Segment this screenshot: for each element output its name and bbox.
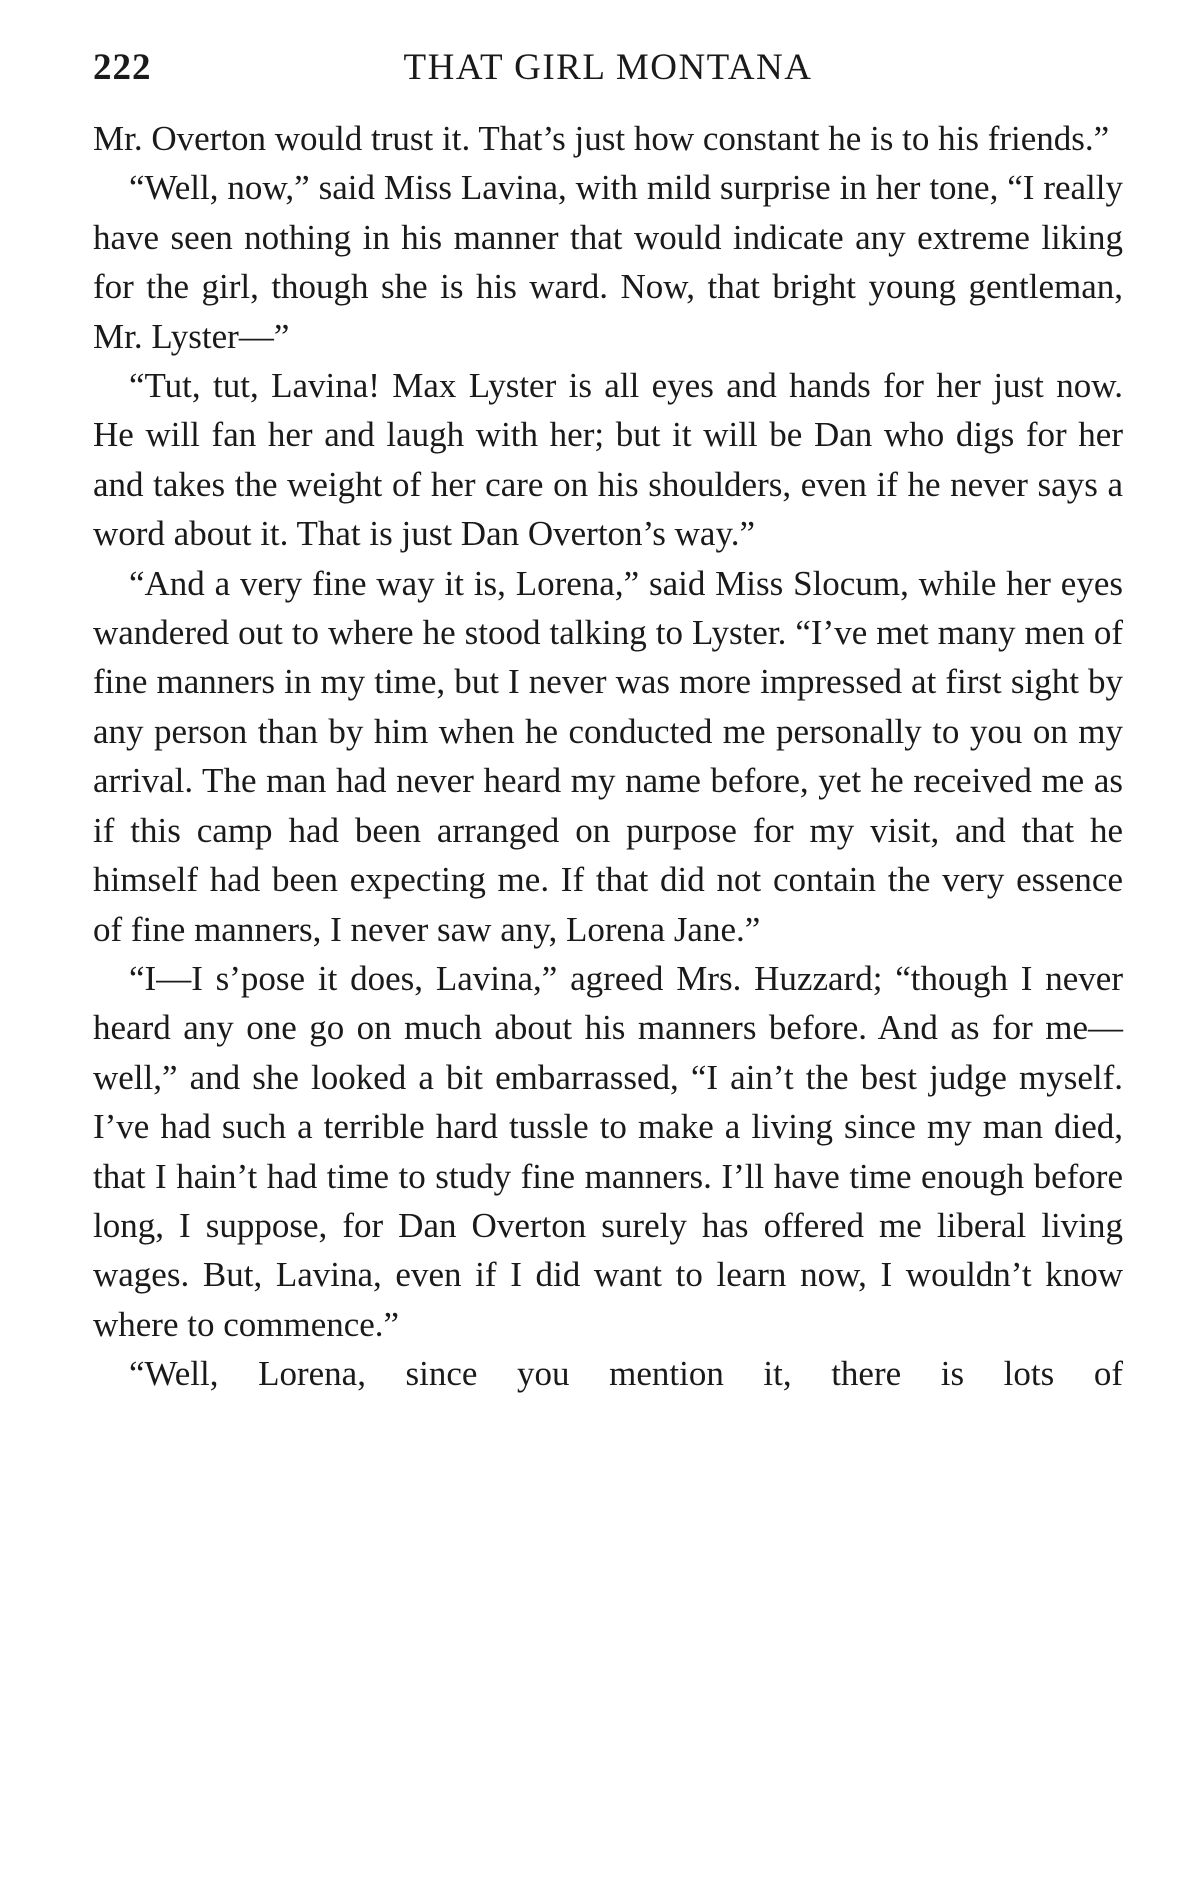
running-title: THAT GIRL MONTANA [403, 47, 813, 88]
book-page [93, 40, 1123, 1399]
page-number: 222 [93, 47, 152, 88]
page-header [93, 40, 1123, 100]
paragraph: “Well, now,” said Miss Lavina, with mild surprise in her tone, “I really have seen nothing in his manner that would indicate any extreme liking for the girl, though she is his ward. Now, that bright young gentleman, Mr. Lyster—” [93, 168, 1123, 356]
paragraph: “And a very fine way it is, Lorena,” said Miss Slocum, while her eyes wandered out to where he stood talking to Lyster. “I’ve met many men of fine manners in my time, but I never was more impressed at first sight by any person than by him when he conducted me personally to you on my arrival. The man had never heard my name before, yet he received me as if this camp had been arranged on purpose for my visit, and that he himself had been expecting me. If that did not contain the very essence of fine manners, I never saw any, Lorena Jane.” [93, 563, 1123, 949]
paragraph: “I—I s’pose it does, Lavina,” agreed Mrs. Huzzard; “though I never heard any one go on much about his manners before. And as for me—well,” and she looked a bit embarrassed, “I ain’t the best judge myself. I’ve had such a terrible hard tussle to make a living since my man died, that I hain’t had time to study fine manners. I’ll have time enough before long, I suppose, for Dan Overton surely has offered me liberal living wages. But, Lavina, even if I did want to learn now, I wouldn’t know where to commence.” [93, 958, 1123, 1344]
paragraph: “Tut, tut, Lavina! Max Lyster is all eyes and hands for her just now. He will fan her and laugh with her; but it will be Dan who digs for her and takes the weight of her care on his shoulders, even if he never says a word about it. That is just Dan Overton’s way.” [93, 366, 1123, 554]
paragraph: Mr. Overton would trust it. That’s just how constant he is to his friends.” [93, 119, 1110, 158]
body-text [93, 114, 1123, 1399]
paragraph: “Well, Lorena, since you mention it, there is lots of [129, 1354, 1123, 1394]
